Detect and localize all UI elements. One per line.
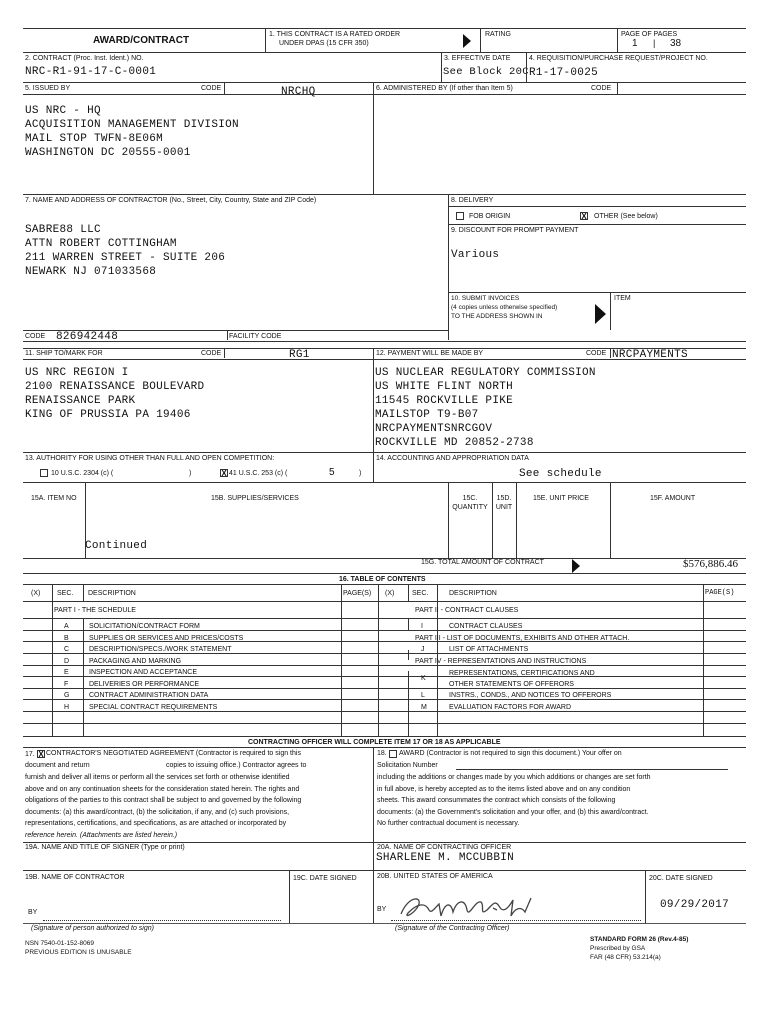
issued-by-label: 5. ISSUED BY: [25, 85, 71, 92]
dpas-label: UNDER DPAS (15 CFR 350): [279, 40, 369, 47]
page-count: 38: [670, 38, 682, 49]
payment-code: NRCPAYMENTS: [612, 349, 688, 361]
facility-code-label: FACILITY CODE: [229, 333, 282, 340]
unit-header-1: 15D.: [496, 495, 512, 502]
administered-by-label: 6. ADMINISTERED BY (If other than Item 5): [376, 85, 513, 92]
toc-row: INSPECTION AND ACCEPTANCE: [89, 669, 198, 676]
toc-pages-header-left: PAGE(S): [343, 590, 372, 597]
toc-desc-k1: REPRESENTATIONS, CERTIFICATIONS AND: [449, 670, 595, 677]
item-no-header: 15A. ITEM NO: [31, 495, 77, 502]
issued-by-code: NRCHQ: [281, 86, 316, 98]
payment-label: 12. PAYMENT WILL BE MADE BY: [376, 350, 484, 357]
toc-desc-m: EVALUATION FACTORS FOR AWARD: [449, 704, 571, 711]
unit-header-2: UNIT: [495, 504, 513, 511]
toc-sec-j: J: [421, 646, 425, 653]
ship-to-line-4: KING OF PRUSSIA PA 19406: [25, 409, 191, 421]
toc-part-4: PART IV - REPRESENTATIONS AND INSTRUCTIONS: [415, 658, 587, 665]
us-by-label: BY: [377, 906, 387, 913]
officer-name: SHARLENE M. MCCUBBIN: [376, 852, 515, 864]
contractor-code-label: CODE: [25, 333, 46, 340]
toc-row: G: [64, 692, 70, 699]
standard-form-label: STANDARD FORM 26 (Rev.4-85): [590, 936, 689, 943]
invoice-item-label: ITEM: [614, 295, 631, 302]
other-delivery-label: OTHER (See below): [594, 213, 658, 220]
quantity-header-1: 15C.: [462, 495, 478, 502]
item18-line: in full above, is hereby accepted as to the items listed above and on any condition: [377, 786, 631, 793]
previous-edition-label: PREVIOUS EDITION IS UNUSABLE: [25, 949, 132, 956]
page-number: 1: [632, 38, 638, 49]
authority-2304-checkbox[interactable]: [40, 469, 48, 477]
issued-by-line-1: US NRC - HQ: [25, 105, 101, 117]
toc-x-header-right: (X): [385, 590, 395, 597]
us-date-value: 09/29/2017: [660, 899, 730, 911]
invoices-address-label: TO THE ADDRESS SHOWN IN: [451, 313, 543, 320]
item17-line: above and on any continuation sheets for the consideration stated herein. The rights and: [25, 786, 300, 793]
amount-header: 15F. AMOUNT: [650, 495, 696, 502]
item17-line: representations, certifications, and specifications, as are attached or incorporated by: [25, 820, 287, 827]
ship-to-code: RG1: [289, 349, 310, 361]
ship-to-code-label: CODE: [201, 350, 222, 357]
payment-line-6: ROCKVILLE MD 20852-2738: [375, 437, 534, 449]
ship-to-line-2: 2100 RENAISSANCE BOULEVARD: [25, 381, 205, 393]
ship-to-line-1: US NRC REGION I: [25, 367, 129, 379]
authority-label: 13. AUTHORITY FOR USING OTHER THAN FULL AND OPEN COMPETITION:: [25, 455, 275, 462]
item18-checkbox[interactable]: [389, 750, 397, 758]
contractor-line-2: ATTN ROBERT COTTINGHAM: [25, 238, 177, 250]
contractor-code: 826942448: [56, 331, 119, 343]
discount-label: 9. DISCOUNT FOR PROMPT PAYMENT: [451, 227, 579, 234]
fob-origin-label: FOB ORIGIN: [469, 213, 511, 220]
payment-line-3: 11545 ROCKVILLE PIKE: [375, 395, 514, 407]
arrow-icon: [572, 559, 580, 573]
nsn-label: NSN 7540-01-152-8069: [25, 940, 95, 947]
toc-row: C: [64, 646, 70, 653]
payment-code-label: CODE: [586, 350, 607, 357]
item17-line: documents: (a) this award/contract, (b) the solicitation, if any, and (c) such provisions,: [25, 809, 290, 816]
toc-desc-i: CONTRACT CLAUSES: [449, 623, 523, 630]
far-label: FAR (48 CFR) 53.214(a): [590, 954, 661, 961]
toc-row: A: [64, 623, 69, 630]
form-title: AWARD/CONTRACT: [93, 35, 190, 46]
payment-line-1: US NUCLEAR REGULATORY COMMISSION: [375, 367, 596, 379]
ship-to-line-3: RENAISSANCE PARK: [25, 395, 136, 407]
toc-row: B: [64, 635, 69, 642]
item17-title: CONTRACTOR'S NEGOTIATED AGREEMENT (Contractor is required to sign this: [46, 750, 301, 757]
invoices-label: 10. SUBMIT INVOICES: [451, 295, 520, 302]
toc-pages-header-right: PAGE(S): [705, 589, 735, 597]
complete-banner: CONTRACTING OFFICER WILL COMPLETE ITEM 17 OR 18 AS APPLICABLE: [248, 739, 501, 746]
toc-row: F: [64, 681, 69, 688]
toc-row: SPECIAL CONTRACT REQUIREMENTS: [89, 704, 218, 711]
item17-line2b: copies to issuing office.) Contractor agrees to: [166, 762, 307, 769]
signer-label: 19A. NAME AND TITLE OF SIGNER (Type or print): [25, 844, 185, 851]
accounting-label: 14. ACCOUNTING AND APPROPRIATION DATA: [376, 455, 529, 462]
arrow-icon: [463, 34, 471, 48]
signature-image: [395, 888, 555, 928]
item17-line: obligations of the parties to this contract shall be subject to and governed by the following: [25, 797, 302, 804]
total-amount-label: 15G. TOTAL AMOUNT OF CONTRACT: [421, 559, 544, 566]
invoices-copies-label: (4 copies unless otherwise specified): [451, 304, 558, 311]
toc-row: SUPPLIES OR SERVICES AND PRICES/COSTS: [89, 635, 244, 642]
item17-line2a: document and return: [25, 762, 90, 769]
toc-desc-k2: OTHER STATEMENTS OF OFFERORS: [449, 681, 574, 688]
authority-253-checkbox[interactable]: X: [221, 469, 227, 478]
effective-date-value: See Block 20C: [443, 66, 529, 78]
toc-title: 16. TABLE OF CONTENTS: [339, 576, 426, 583]
item17-line: reference herein. (Attachments are listed herein.): [25, 832, 178, 839]
toc-row: DELIVERIES OR PERFORMANCE: [89, 681, 200, 688]
us-date-label: 20C. DATE SIGNED: [649, 875, 713, 882]
quantity-header-2: QUANTITY: [452, 504, 488, 511]
contractor-label: 7. NAME AND ADDRESS OF CONTRACTOR (No., Street, City, Country, State and ZIP Code): [25, 197, 317, 204]
issued-by-line-4: WASHINGTON DC 20555-0001: [25, 147, 191, 159]
issued-by-code-label: CODE: [201, 85, 222, 92]
toc-row: SOLICITATION/CONTRACT FORM: [89, 623, 200, 630]
rated-order-label: 1. THIS CONTRACT IS A RATED ORDER: [269, 31, 401, 38]
item18-line: No further contractual document is necessary.: [377, 820, 520, 827]
payment-line-2: US WHITE FLINT NORTH: [375, 381, 514, 393]
item18-head: 18.: [377, 750, 387, 757]
continued-text: Continued: [85, 540, 148, 552]
toc-row: DESCRIPTION/SPECS./WORK STATEMENT: [89, 646, 232, 653]
toc-row: D: [64, 658, 70, 665]
item18-line: sheets. This award consummates the contract which consists of the following: [377, 797, 616, 804]
toc-row: CONTRACT ADMINISTRATION DATA: [89, 692, 209, 699]
item18-title: AWARD (Contractor is not required to sign this document.) Your offer on: [399, 750, 622, 757]
requisition-label: 4. REQUISITION/PURCHASE REQUEST/PROJECT NO.: [529, 55, 708, 62]
toc-sec-i: I: [421, 623, 423, 630]
contractor-by-label: BY: [28, 909, 38, 916]
toc-desc-header-left: DESCRIPTION: [88, 590, 136, 597]
toc-desc-header-right: DESCRIPTION: [449, 590, 497, 597]
toc-sec-l: L: [421, 692, 425, 699]
payment-line-5: NRCPAYMENTSNRCGOV: [375, 423, 493, 435]
toc-part-3: PART III - LIST OF DOCUMENTS, EXHIBITS AND OTHER ATTACH.: [415, 635, 630, 642]
total-amount-value: $576,886.46: [683, 558, 738, 570]
issued-by-line-2: ACQUISITION MANAGEMENT DIVISION: [25, 119, 239, 131]
toc-row: PACKAGING AND MARKING: [89, 658, 182, 665]
contractor-line-1: SABRE88 LLC: [25, 224, 101, 236]
toc-x-header-left: (X): [31, 590, 41, 597]
us-sign-label: 20B. UNITED STATES OF AMERICA: [377, 873, 493, 880]
toc-sec-header-right: SEC.: [412, 590, 429, 597]
toc-part-1: PART I - THE SCHEDULE: [54, 607, 136, 614]
contractor-sign-caption: (Signature of person authorized to sign): [31, 925, 154, 932]
item17-line: furnish and deliver all items or perform all the services set forth or otherwise identified: [25, 774, 290, 781]
issued-by-line-3: MAIL STOP TWFN-8E06M: [25, 133, 164, 145]
authority-253-value: 5: [329, 467, 335, 478]
contract-no-value: NRC-R1-91-17-C-0001: [25, 66, 157, 78]
page-of-pages-label: PAGE OF PAGES: [621, 31, 678, 38]
administered-by-code-label: CODE: [591, 85, 612, 92]
contract-no-label: 2. CONTRACT (Proc. Inst. Ident.) NO.: [25, 55, 144, 62]
award-contract-form: AWARD/CONTRACT 1. THIS CONTRACT IS A RATED ORDER UNDER DPAS (15 CFR 350) RATING PAGE OF PAGES 1 | 38 2. CONTRACT (Proc. Inst. Ident.) NO. NRC-R1-91-17-C-0001 3. EFFECTIVE DATE See Block 20C 4. REQUISITION/PURCHASE REQUEST/PROJECT NO. R1-17-0025 5. ISSUED BY CODE NRCHQ 6. ADMINISTERED BY (If other than Item 5) CODE US NRC - HQ ACQUISITION MANAGEMENT DIVISION MAIL STOP TWFN-8E06M WASHINGTON DC 20555-0001 7. NAME AND ADDRESS OF CONTRACTOR (No., Street, City, Country, State and ZIP Code) 8. DELIVERY FOB ORIGIN X OTHER (See below) 9. DISCOUNT FOR PROMPT PAYMENT Various SABRE88 LLC ATTN ROBERT COTTINGHAM 211 WARREN STREET - SUITE 206 NEWARK NJ 071033568 10. SUBMIT INVOICES (4 copies unless otherwise specified) TO THE ADDRESS SHOWN IN ITEM CODE 826942448 FACILITY CODE 11. SHIP TO/MARK FOR CODE RG1 12. PAYMENT WILL BE MADE BY CODE NRCPAYMENTS US NRC REGION I 2100 RENAISSANCE BOULEVARD RENAISSANCE PARK KING OF PRUSSIA PA 19406 US NUCLEAR REGULATORY COMMISSION US WHITE FLINT NORTH 11545 ROCKVILLE PIKE MAILSTOP T9-B07 NRCPAYMENTSNRCGOV ROCKVILLE MD 20852-2738 13. AUTHORITY FOR USING OTHER THAN FULL AND OPEN COMPETITION: 14. ACCOUNTING AND APPROPRIATION DATA 10 U.S.C. 2304 (c) ( ) X 41 U.S.C. 253 (c) ( 5 ) See schedule 15A. ITEM NO 15B. SUPPLIES/SERVICES 15C. QUANTITY 15D. UNIT 15E. UNIT PRICE 15F. AMOUNT Continued 15G. TOTAL AMOUNT OF CONTRACT $576,886.46 16. TABLE OF CONTENTS (X) SEC. DESCRIPTION PAGE(S) (X) SEC. DESCRIPTION PAGE(S) PART I - THE SCHEDULE PART II - CONTRACT CLAUSES A SOLICITATION/CONTRACT FORM B SUPPLIES OR SERVICES AND PRICES/COSTS C DESCRIPTION/SPECS./WORK STATEMENT D PACKAGING AND MARKING E INSPECTION AND ACCEPTANCE F DELIVERIES OR PERFORMANCE G CONTRACT ADMINISTRATION DATA H SPECIAL CONTRACT REQUIREMENTS I CONTRACT CLAUSES PART III - LIST OF DOCUMENTS, EXHIBITS AND OTHER ATTACH. J LIST OF ATTACHMENTS PART IV - REPRESENTATIONS AND INSTRUCTIONS K REPRESENTATIONS, CERTIFICATIONS AND OTHER STATEMENTS OF OFFERORS L INSTRS., CONDS., AND NOTICES TO OFFERORS M EVALUATION FACTORS FOR AWARD CONTRACTING OFFICER WILL COMPLETE ITEM 17 OR 18 AS APPLICABLE 17. X CONTRACTOR'S NEGOTIATED AGREEMENT (Contractor is required to sign this document and return copies to issuing office.) Contractor agrees to furnish and deliver all items or perform all the services set forth or otherwise identified above and on any continuation sheets for the consideration stated herein. The rights and obligations of the parties to this contract shall be subject to and governed by the following documents: (a) this award/contract, (b) the solicitation, if any, and (c) such provisions, representations, certifications, and specifications, as are attached or incorporated by reference herein. (Attachments are listed herein.) 18. AWARD (Contractor is not required to sign this document.) Your offer on Solicitation Number including the additions or changes made by you which additions or changes are set forth in full above, is hereby accepted as to the items listed above and on any condition sheets. This award consummates the contract which consists of the following documents: (a) the Government's solicitation and your offer, and (b) this award/contract. No further contractual document is necessary. 19A. NAME AND TITLE OF SIGNER (Type or print) 20A. NAME OF CONTRACTING OFFICER SHARLENE M. MCCUBBIN 19B. NAME OF CONTRACTOR 19C. DATE SIGNED 20B. UNITED STATES OF AMERICA 20C. DATE SIGNED 09/29/2017 BY (Signature of person authorized to sign) BY (Signature of the Contracting Officer) NSN 7540-01-152-8069 PREVIOUS EDITION IS UNUSABLE STANDARD FORM 26 (Rev.4-85) Prescribed by GSA FAR (48 CFR) 53.214(a): [23, 28, 746, 973]
toc-sec-m: M: [421, 704, 427, 711]
fob-origin-checkbox[interactable]: [456, 212, 464, 220]
toc-row: H: [64, 704, 70, 711]
toc-row: E: [64, 669, 69, 676]
unit-price-header: 15E. UNIT PRICE: [533, 495, 589, 502]
item18-line: documents: (a) the Government's solicitation and your offer, and (b) this award/contract.: [377, 809, 649, 816]
discount-value: Various: [451, 249, 500, 261]
ship-to-label: 11. SHIP TO/MARK FOR: [25, 350, 103, 357]
arrow-icon: [595, 304, 606, 324]
other-delivery-checkbox[interactable]: X: [581, 212, 587, 221]
rating-label: RATING: [485, 31, 511, 38]
contractor-name-label: 19B. NAME OF CONTRACTOR: [25, 874, 125, 881]
contractor-line-4: NEWARK NJ 071033568: [25, 266, 157, 278]
authority-253-label: 41 U.S.C. 253 (c) (: [229, 470, 288, 477]
accounting-value: See schedule: [519, 468, 602, 480]
contractor-date-label: 19C. DATE SIGNED: [293, 875, 357, 882]
payment-line-4: MAILSTOP T9-B07: [375, 409, 479, 421]
item17-head: 17.: [25, 751, 35, 758]
delivery-label: 8. DELIVERY: [451, 197, 494, 204]
toc-part-2: PART II - CONTRACT CLAUSES: [415, 607, 519, 614]
us-sign-caption: (Signature of the Contracting Officer): [395, 925, 510, 932]
prescribed-label: Prescribed by GSA: [590, 945, 646, 952]
toc-sec-k: K: [421, 675, 426, 682]
requisition-value: R1-17-0025: [529, 67, 599, 79]
item17-checkbox[interactable]: X: [38, 750, 44, 759]
authority-2304-label: 10 U.S.C. 2304 (c) (: [51, 470, 114, 477]
supplies-header: 15B. SUPPLIES/SERVICES: [211, 495, 299, 502]
toc-desc-l: INSTRS., CONDS., AND NOTICES TO OFFERORS: [449, 692, 612, 699]
toc-desc-j: LIST OF ATTACHMENTS: [449, 646, 529, 653]
contractor-line-3: 211 WARREN STREET - SUITE 206: [25, 252, 226, 264]
toc-sec-header-left: SEC.: [57, 590, 74, 597]
effective-date-label: 3. EFFECTIVE DATE: [444, 55, 511, 62]
item18-line: including the additions or changes made by you which additions or changes are set forth: [377, 774, 651, 781]
officer-label: 20A. NAME OF CONTRACTING OFFICER: [377, 844, 512, 851]
item18-line2: Solicitation Number: [377, 762, 438, 769]
